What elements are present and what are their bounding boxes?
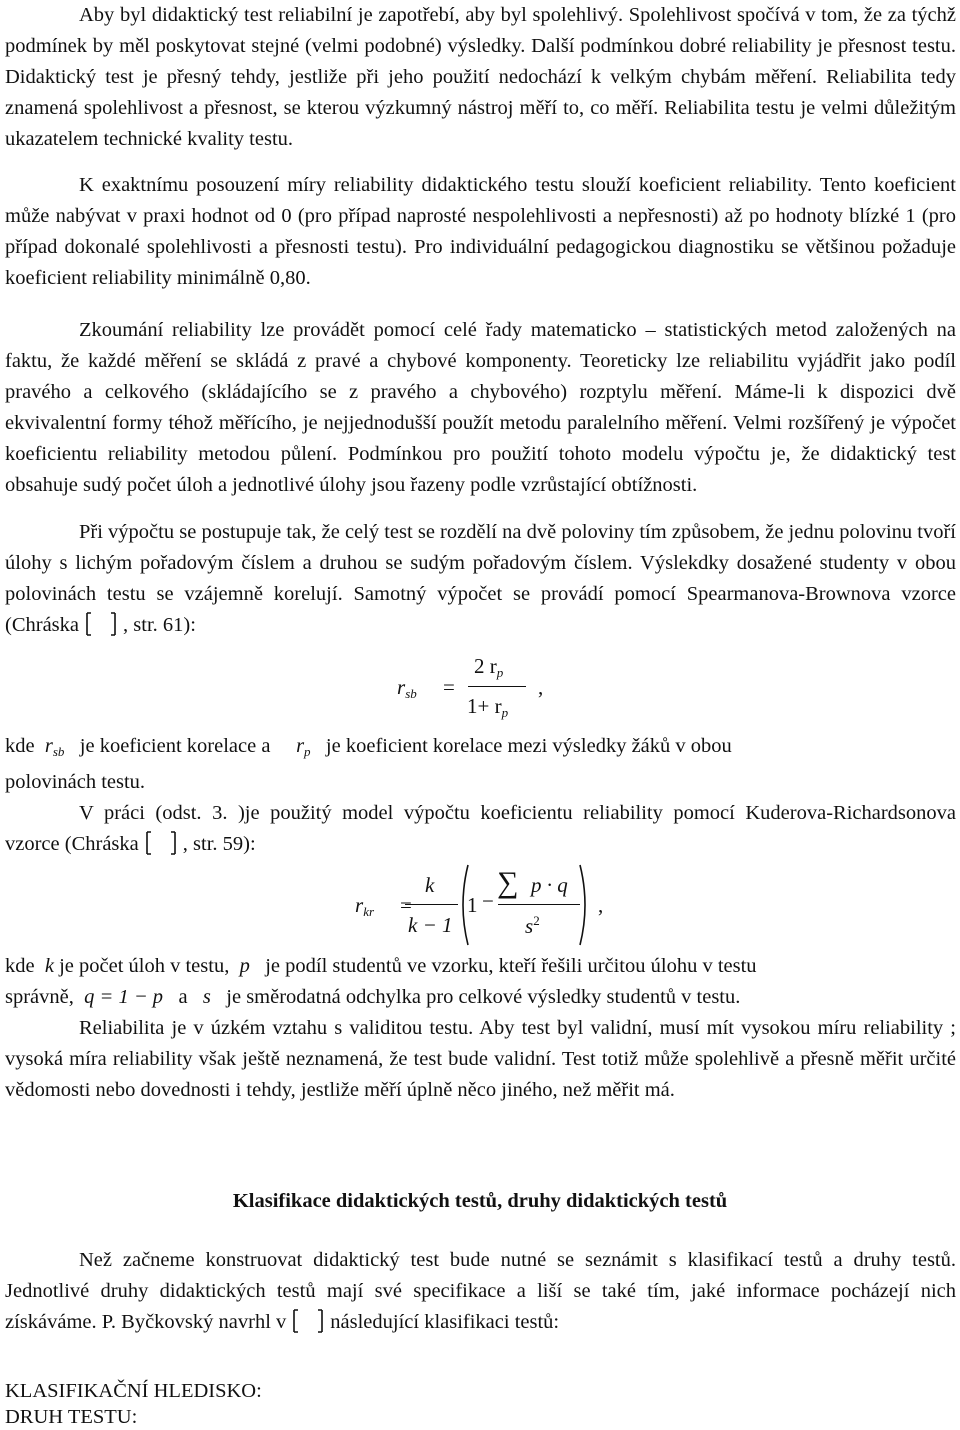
formula2-lhs: $r_{kr}$ xyxy=(355,893,375,919)
formula2-frac2-denominator: $s^2$ xyxy=(525,913,540,938)
paragraph-split-half xyxy=(5,517,956,641)
citation-bracket xyxy=(290,1309,304,1333)
formula2-frac2-line xyxy=(498,904,580,905)
paragraph-reliability-intro: Aby byl didaktický test reliabilní je zapotřebí, aby byl spolehlivý. Spolehlivost spočívá v tom, že za týchž podmínek by měl poskytovat stejné (velmi podobné) výsledky. Další podmínkou dobré reliability je přesnost testu. Didaktický test je přesný tehdy, jestliže při jeho použití nedochází k velkým chybám měření. Reliabilita tedy znamená spolehlivost a přesnost, se kterou výzkumný nástroj měří to, co měří. Reliabilita testu je velmi důležitým ukazatelem technické kvality testu. xyxy=(5,4,956,150)
formula2-frac1-numerator: k xyxy=(425,873,435,897)
formula2-frac1-denominator: k − 1 xyxy=(408,913,453,937)
citation-page-61: , str. 61): xyxy=(123,614,196,636)
formula2-paren xyxy=(458,863,590,953)
caps-label-test-type: DRUH TESTU: xyxy=(5,1406,138,1428)
paragraph-classification: Než začneme konstruovat didaktický test bude nutné se seznámit s klasifikací testů a druhy testů. Jednotlivé druhy didaktických testů mají své specifikace a liší se také tím, jaké informace pocházejí nich získáváme. P. Byčkovský navrhl v následující klasifikaci testů: xyxy=(5,1249,956,1333)
section-heading: Klasifikace didaktických testů, druhy didaktických testů xyxy=(232,1190,728,1212)
citation-bracket-close xyxy=(312,1309,326,1333)
citation-page-59: , str. 59): xyxy=(182,833,256,855)
caps-label-criterion: KLASIFIKAČNÍ HLEDISKO: xyxy=(5,1380,262,1402)
paragraph-coefficient: K exaktnímu posouzení míry reliability didaktického testu slouží koeficient reliability. Tento koeficient může nabývat v praxi hodnot od 0 (pro případ naprosté nespolehlivosti a nepřesnosti) až po hodnoty blízké 1 (pro případ dokonalé spolehlivosti a přesnosti testu). Pro individuální pedagogickou diagnostiku se většinou požaduje koeficient reliability minimálně 0,80. xyxy=(5,174,956,289)
paragraph-methods: Zkoumání reliability lze provádět pomocí celé řady matematicko – statistických metod založených na faktu, že každé měření se skládá z pravé a chybové komponenty. Teoreticky lze reliabilitu vyjádřit jako podíl pravého a celkového (skládajícího se z pravého a chybového) rozptylu měření. Máme-li k dispozici dvě ekvivalentní formy téhož měřícího, je nejjednodušší použít metodu paralelního měření. Velmi rozšířený je výpočet koeficientu reliability metodou půlení. Podmínkou pro použití tohoto modelu výpočtu je, že didaktický test obsahuje sudý počet úloh a jednotlivé úlohy jsou řazeny podle vzrůstající obtížnosti. xyxy=(5,319,956,496)
formula1-numerator: 2 $r_p$ xyxy=(474,654,504,680)
paragraph-validity: Reliabilita je v úzkém vztahu s validitou testu. Aby test byl validní, musí mít vysokou míru reliability ; vysoká míra reliability však ještě neznamená, že test bude validní. Test totiž může spolehlivě a přesně měřit určité vědomosti nebo dovednosti i tehdy, jestliže měří úplně něco jiného, než měřit má. xyxy=(5,1017,956,1101)
formula1-lhs: $r_{sb}$ xyxy=(397,675,417,701)
formula2-sigma: ∑ xyxy=(497,866,519,899)
formula2-comma: , xyxy=(598,893,604,917)
formula2-minus: − xyxy=(482,889,494,913)
formula2-one: 1 xyxy=(467,893,478,917)
formula1-fraction-line xyxy=(468,686,526,687)
citation-bracket xyxy=(143,831,157,855)
formula1-equals: = xyxy=(443,675,455,699)
citation-bracket xyxy=(83,612,97,636)
citation-bracket-close xyxy=(105,612,119,636)
paragraph-kde-1: kde $r_{sb}$ je koeficient korelace a $r_p$ je koeficient korelace mezi výsledky žáků v obou polovinách testu. xyxy=(5,735,732,793)
formula2-frac1-line xyxy=(405,904,458,905)
citation-bracket-close xyxy=(165,831,179,855)
formula2-equals: = xyxy=(400,893,412,917)
paragraph-kde-2: kde k je počet úloh v testu, p je podíl studentů ve vzorku, kteří řešili určitou úlohu v testu správně, q = 1 − p a s je směrodatná odchylka pro celkové výsledky studentů v testu. xyxy=(5,955,757,1008)
paragraph-kuder-richardson: V práci (odst. 3. )je použitý model výpočtu koeficientu reliability pomocí Kuderova-Richardsonova vzorce (Chráska , str. 59): xyxy=(5,802,956,855)
formula1-denominator: $1+ r_p$ xyxy=(467,694,509,720)
formula2-frac2-numerator: p · q xyxy=(531,873,568,897)
parenthesis-shape xyxy=(458,863,590,947)
formula1-comma: , xyxy=(538,675,544,699)
paragraph-split-half-text: Při výpočtu se postupuje tak, že celý test se rozdělí na dvě poloviny tím způsobem, že jednu polovinu tvoří úlohy s lichým pořadovým číslem a druhou se sudým pořadovým číslem. Výslekdky dosažené studenty v obou polovinách testu se vzájemně korelují. Samotný výpočet se provádí pomocí Spearmanova-Brownova vzorce (Chráska xyxy=(5,521,956,636)
